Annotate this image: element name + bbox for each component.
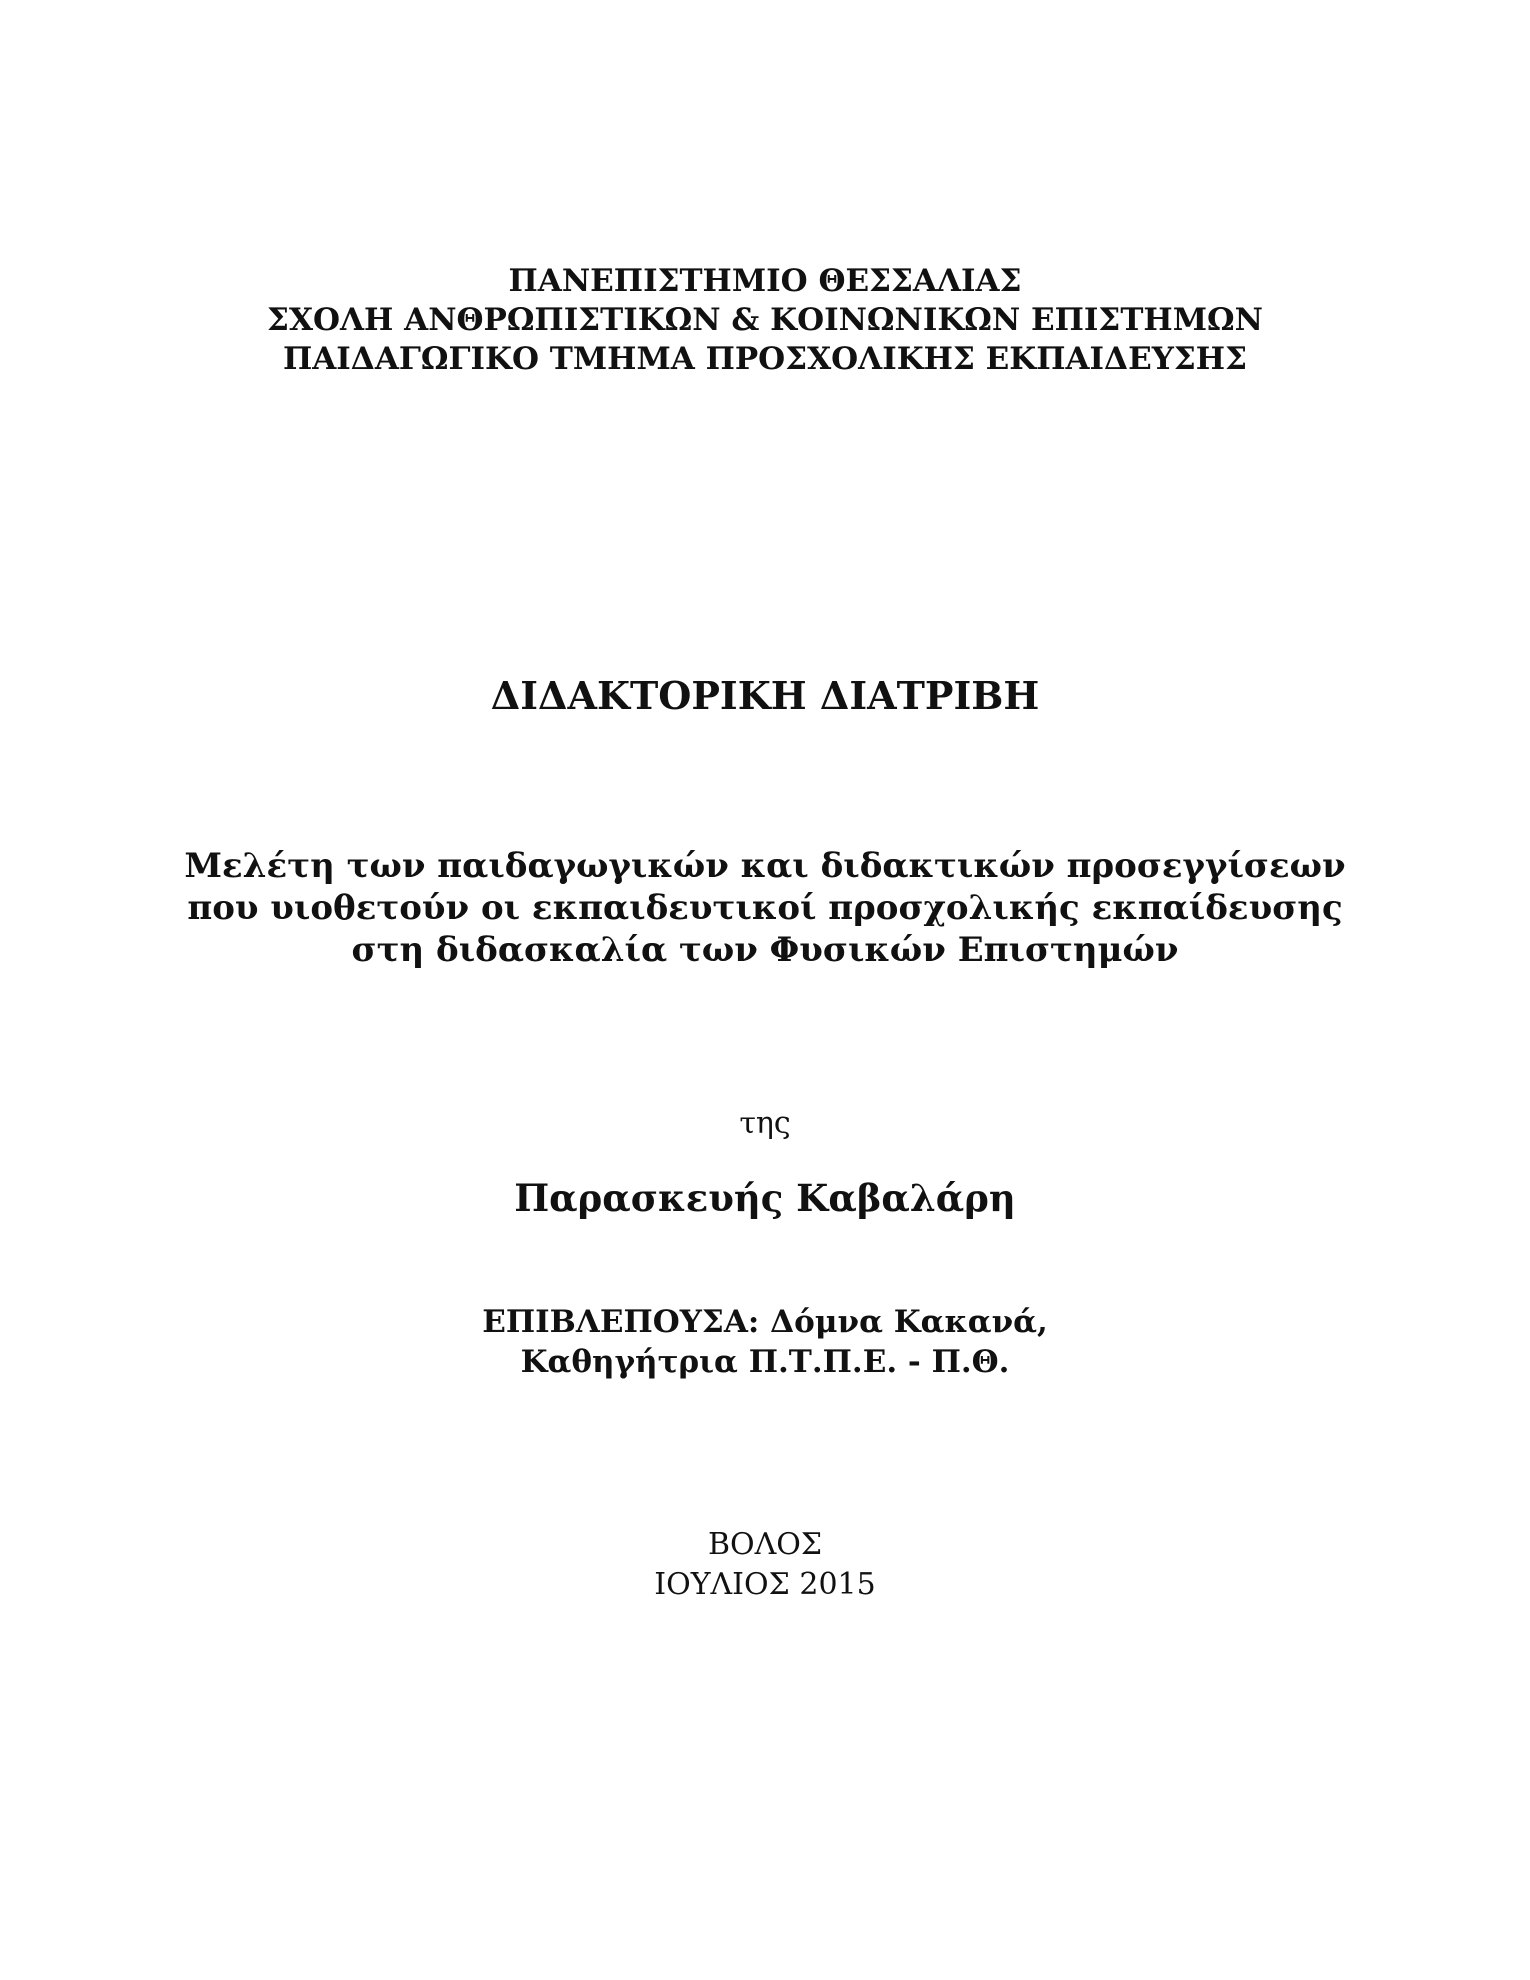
institution-header bbox=[0, 262, 1530, 379]
date: ΙΟΥΛΙΟΣ 2015 bbox=[654, 1567, 876, 1602]
supervisor-block bbox=[0, 1302, 1530, 1382]
thesis-title-line-3: στη διδασκαλία των Φυσικών Επιστημών bbox=[351, 930, 1179, 970]
place-date-block bbox=[0, 1525, 1530, 1605]
thesis-title-line-1: Μελέτη των παιδαγωγικών και διδακτικών προσεγγίσεων bbox=[184, 846, 1346, 886]
department-name: ΠΑΙΔΑΓΩΓΙΚΟ ΤΜΗΜΑ ΠΡΟΣΧΟΛΙΚΗΣ ΕΚΠΑΙΔΕΥΣΗΣ bbox=[282, 341, 1247, 377]
document-type-heading bbox=[0, 672, 1530, 720]
place: ΒΟΛΟΣ bbox=[707, 1527, 823, 1562]
supervisor-name: ΕΠΙΒΛΕΠΟΥΣΑ: Δόμνα Κακανά, bbox=[482, 1304, 1048, 1340]
school-name: ΣΧΟΛΗ ΑΝΘΡΩΠΙΣΤΙΚΩΝ & ΚΟΙΝΩΝΙΚΩΝ ΕΠΙΣΤΗΜΩΝ bbox=[267, 302, 1263, 338]
author-block bbox=[0, 1175, 1530, 1221]
thesis-title bbox=[0, 845, 1530, 971]
document-type: ΔΙΔΑΚΤΟΡΙΚΗ ΔΙΑΤΡΙΒΗ bbox=[490, 673, 1040, 718]
by-label-block bbox=[0, 1105, 1530, 1143]
by-label: της bbox=[739, 1106, 791, 1141]
author-name: Παρασκευής Καβαλάρη bbox=[514, 1176, 1016, 1220]
supervisor-title: Καθηγήτρια Π.Τ.Π.Ε. - Π.Θ. bbox=[520, 1344, 1010, 1380]
university-name: ΠΑΝΕΠΙΣΤΗΜΙΟ ΘΕΣΣΑΛΙΑΣ bbox=[508, 263, 1022, 299]
thesis-title-line-2: που υιοθετούν οι εκπαιδευτικοί προσχολικής εκπαίδευσης bbox=[187, 888, 1343, 928]
